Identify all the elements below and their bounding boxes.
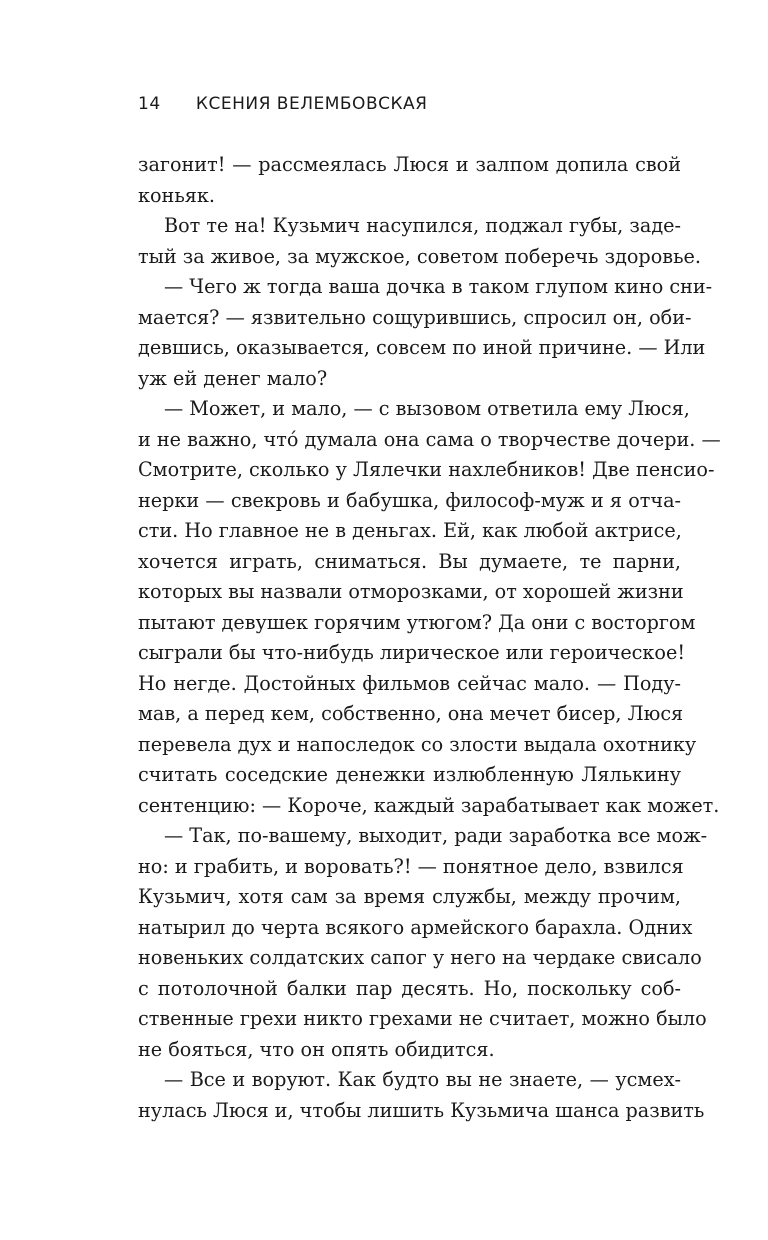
text-line: сыграли бы что-нибудь лирическое или героическое! — [138, 641, 686, 664]
text-line: сти. Но главное не в деньгах. Ей, как любой актрисе, — [138, 519, 682, 542]
text-line: которых вы назвали отморозками, от хорошей жизни — [138, 580, 684, 603]
text-line: нулась Люся и, чтобы лишить Кузьмича шанса развить — [138, 1098, 705, 1122]
text-line: — Чего ж тогда ваша дочка в таком глупом кино сни- — [164, 275, 713, 298]
text-line: пытают девушек горячим утюгом? Да они с восторгом — [138, 610, 696, 634]
text-line: — Так, по-вашему, выходит, ради заработка все мож- — [164, 824, 708, 847]
text-line: уж ей денег мало? — [138, 366, 328, 390]
text-line: тый за живое, за мужское, советом поберечь здоровье. — [138, 244, 701, 268]
text-line: мав, а перед кем, собственно, она мечет бисер, Люся — [138, 702, 684, 725]
text-line: — Все и воруют. Как будто вы не знаете, — усмех- — [164, 1068, 681, 1091]
page-number: 14 — [138, 94, 161, 114]
text-line: хочется играть, сниматься. Вы думаете, те парни, — [138, 549, 681, 573]
text-line: ственные грехи никто грехами не считает, можно было — [138, 1007, 707, 1030]
text-line: но: и грабить, и воровать?! — понятное дело, взвился — [138, 854, 684, 878]
text-line: девшись, оказывается, совсем по иной причине. — Или — [138, 336, 706, 359]
text-line: Смотрите, сколько у Лялечки нахлебников! Две пенсио- — [138, 458, 715, 481]
text-line: коньяк. — [138, 183, 215, 207]
text-line: нерки — свекровь и бабушка, философ-муж и я отча- — [138, 488, 681, 512]
text-line: и не важно, что́ думала она сама о творчестве дочери. — — [138, 427, 721, 451]
text-line: перевела дух и напоследок со злости выдала охотнику — [138, 732, 697, 756]
text-line: сентенцию: — Короче, каждый зарабатывает как может. — [138, 793, 720, 817]
text-line: загонит! — рассмеялась Люся и залпом допила свой — [138, 153, 681, 176]
author-name: КСЕНИЯ ВЕЛЕМБОВСКАЯ — [195, 94, 428, 114]
running-header — [138, 94, 428, 114]
text-line: Но негде. Достойных фильмов сейчас мало. — Поду- — [138, 671, 681, 695]
text-line: с потолочной балки пар десять. Но, поскольку соб- — [138, 976, 681, 1000]
text-line: Вот те на! Кузьмич насупился, поджал губы, заде- — [164, 214, 681, 237]
text-line: — Может, и мало, — с вызовом ответила ему Люся, — [164, 397, 690, 420]
text-line: не бояться, что он опять обидится. — [138, 1037, 495, 1061]
text-line: мается? — язвительно сощурившись, спросил он, оби- — [138, 305, 692, 329]
text-line: натырил до черта всякого армейского барахла. Одних — [138, 915, 693, 939]
text-line: новеньких солдатских сапог у него на чердаке свисало — [138, 946, 702, 969]
text-line: Кузьмич, хотя сам за время службы, между прочим, — [138, 885, 681, 908]
body-text — [138, 150, 721, 1126]
text-line: считать соседские денежки излюбленную Лялькину — [138, 763, 681, 786]
